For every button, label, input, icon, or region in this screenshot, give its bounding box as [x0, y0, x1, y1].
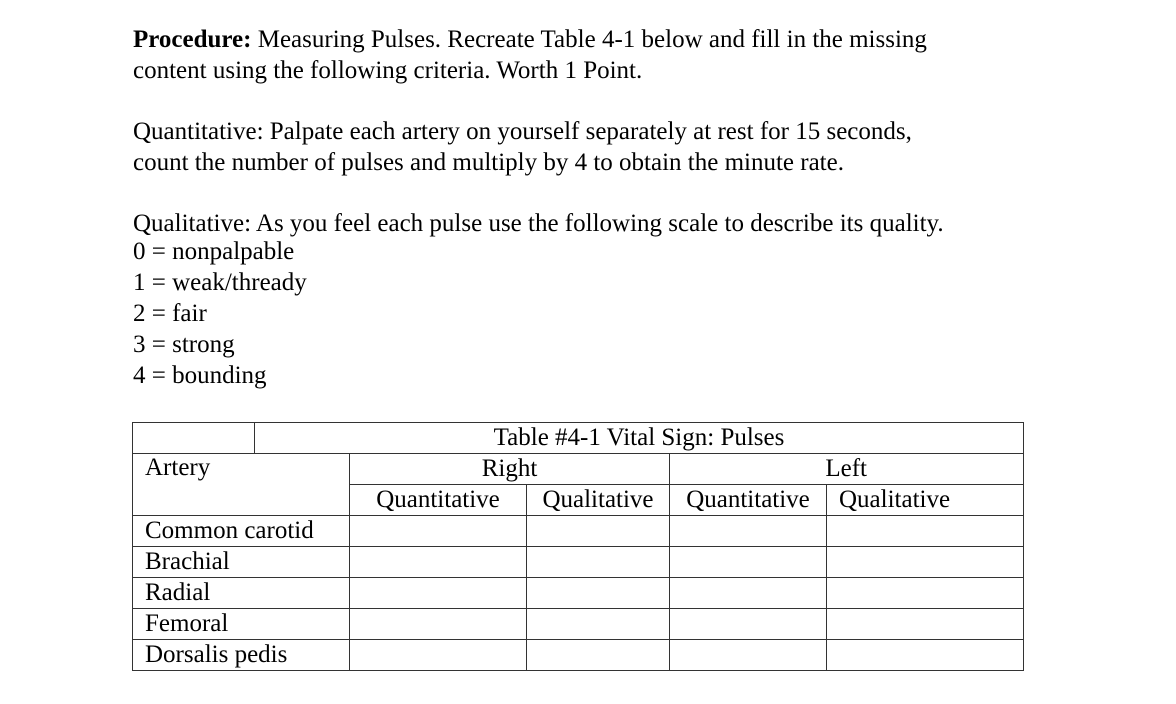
quantitative-line-2: count the number of pulses and multiply by 4 to obtain the minute rate.: [133, 149, 844, 176]
left-side-header: Left: [670, 454, 1024, 485]
right-qualitative-cell[interactable]: [527, 547, 670, 578]
quantitative-line-1: Quantitative: Palpate each artery on yourself separately at rest for 15 seconds,: [133, 118, 912, 145]
procedure-line-1: Measuring Pulses. Recreate Table 4-1 below and fill in the missing: [251, 26, 927, 53]
left-qualitative-cell[interactable]: [827, 609, 1024, 640]
right-quantitative-cell[interactable]: [350, 578, 527, 609]
left-qualitative-header: Qualitative: [827, 485, 1024, 516]
qualitative-intro-text: Qualitative: As you feel each pulse use the following scale to describe its quality.: [133, 210, 944, 237]
table-row: [133, 516, 1024, 547]
artery-name: Common carotid: [133, 516, 350, 547]
procedure-label: Procedure:: [133, 26, 252, 53]
scale-item-0: 0 = nonpalpable: [133, 238, 295, 265]
right-side-header: Right: [350, 454, 670, 485]
left-qualitative-cell[interactable]: [827, 547, 1024, 578]
table-row: [133, 640, 1024, 671]
right-qualitative-cell[interactable]: [527, 640, 670, 671]
artery-header: Artery: [133, 454, 350, 516]
left-quantitative-cell[interactable]: [670, 609, 827, 640]
scale-item-2: 2 = fair: [133, 300, 207, 327]
left-quantitative-cell[interactable]: [670, 516, 827, 547]
artery-name: Femoral: [133, 609, 350, 640]
left-quantitative-cell[interactable]: [670, 640, 827, 671]
left-quantitative-header: Quantitative: [670, 485, 827, 516]
table-side-header-row: [133, 454, 1024, 485]
right-qualitative-cell[interactable]: [527, 516, 670, 547]
procedure-line-2: content using the following criteria. Worth 1 Point.: [133, 57, 643, 84]
right-quantitative-cell[interactable]: [350, 547, 527, 578]
artery-name: Dorsalis pedis: [133, 640, 350, 671]
right-qualitative-cell[interactable]: [527, 578, 670, 609]
right-quantitative-cell[interactable]: [350, 640, 527, 671]
left-qualitative-cell[interactable]: [827, 516, 1024, 547]
table-row: [133, 609, 1024, 640]
right-quantitative-header: Quantitative: [350, 485, 527, 516]
qualitative-intro: [133, 208, 944, 239]
left-quantitative-cell[interactable]: [670, 547, 827, 578]
table-row: [133, 547, 1024, 578]
right-qualitative-header: Qualitative: [527, 485, 670, 516]
right-quantitative-cell[interactable]: [350, 609, 527, 640]
scale-item-1: 1 = weak/thready: [133, 269, 307, 296]
table-title: Table #4-1 Vital Sign: Pulses: [255, 423, 1024, 454]
procedure-paragraph: [133, 24, 927, 86]
artery-name: Radial: [133, 578, 350, 609]
right-quantitative-cell[interactable]: [350, 516, 527, 547]
scale-item-3: 3 = strong: [133, 331, 235, 358]
scale-item-4: 4 = bounding: [133, 362, 267, 389]
table-corner-cell: [133, 423, 255, 454]
quantitative-paragraph: [133, 116, 912, 178]
quality-scale-list: [133, 236, 307, 391]
left-quantitative-cell[interactable]: [670, 578, 827, 609]
artery-name: Brachial: [133, 547, 350, 578]
vital-signs-pulses-table: [132, 422, 1024, 671]
table-row: [133, 578, 1024, 609]
right-qualitative-cell[interactable]: [527, 609, 670, 640]
left-qualitative-cell[interactable]: [827, 640, 1024, 671]
table-title-row: [133, 423, 1024, 454]
left-qualitative-cell[interactable]: [827, 578, 1024, 609]
